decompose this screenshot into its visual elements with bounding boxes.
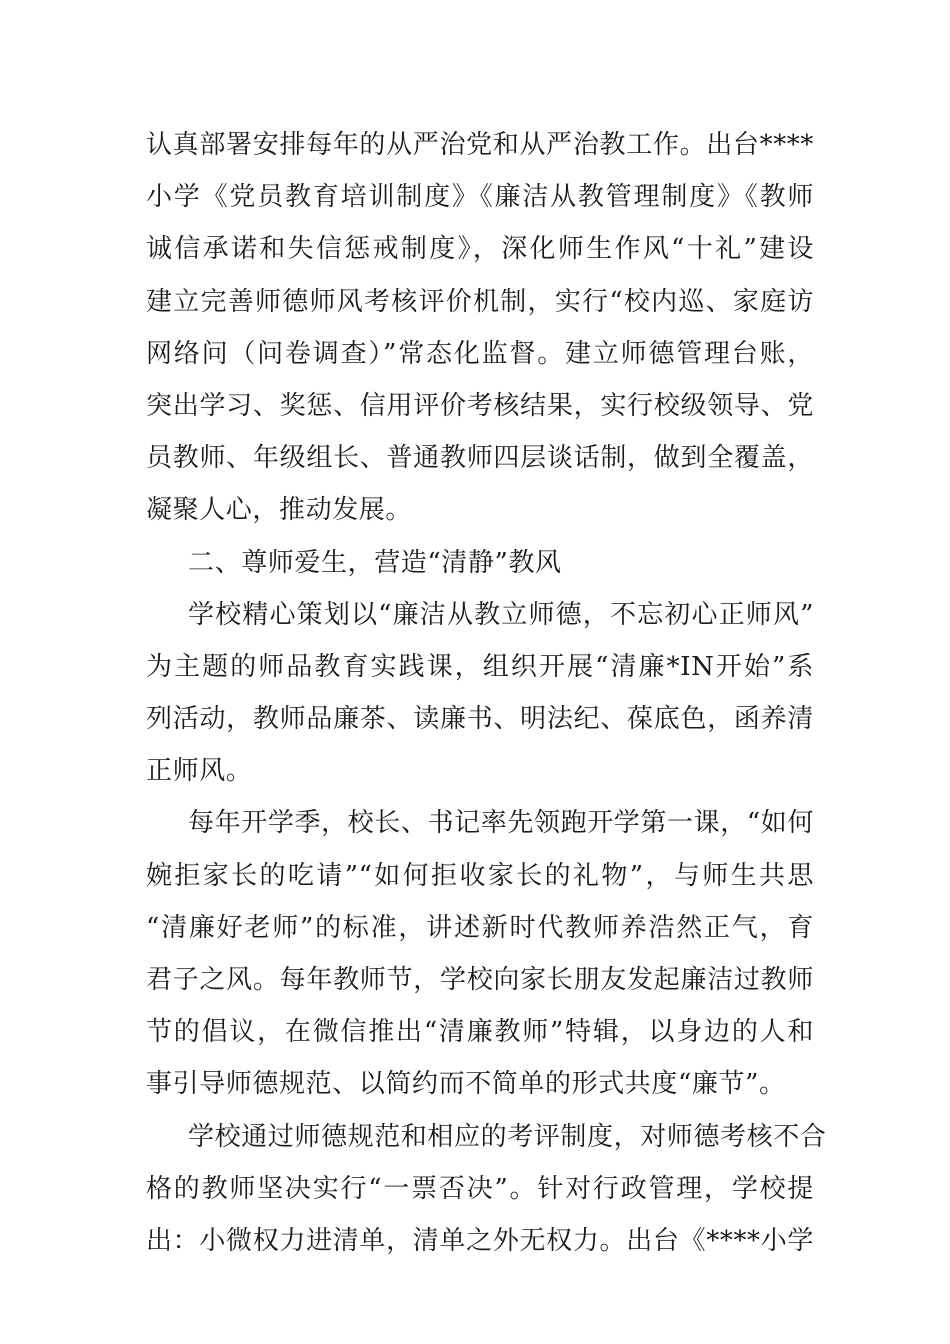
text-line: 网络问（问卷调查）”常态化监督。建立师德管理台账， xyxy=(146,338,814,369)
text-line: 事引导师德规范、以简约而不简单的形式共度“廉节”。 xyxy=(146,1069,786,1100)
text-line: 每年开学季，校长、书记率先领跑开学第一课，“如何 xyxy=(188,808,814,839)
text-line: 正师风。 xyxy=(146,756,253,787)
text-line: 出：小微权力进清单，清单之外无权力。出台《****小学 xyxy=(146,1225,814,1256)
text-line: 凝聚人心，推动发展。 xyxy=(146,495,413,526)
text-line: 列活动，教师品廉茶、读廉书、明法纪、葆底色，函养清 xyxy=(146,704,814,735)
text-line: 员教师、年级组长、普通教师四层谈话制，做到全覆盖， xyxy=(146,443,814,474)
text-line: 为主题的师品教育实践课，组织开展“清廉*IN开始”系 xyxy=(146,651,814,682)
document-body xyxy=(146,126,827,1274)
text-line: 建立完善师德师风考核评价机制，实行“校内巡、家庭访 xyxy=(146,286,814,317)
text-line: 节的倡议，在微信推出“清廉教师”特辑，以身边的人和 xyxy=(146,1017,814,1048)
text-line: 诚信承诺和失信惩戒制度》，深化师生作风“十礼”建设 xyxy=(146,234,814,265)
text-line: 突出学习、奖惩、信用评价考核结果，实行校级领导、党 xyxy=(146,390,814,421)
text-line: 格的教师坚决实行“一票否决”。针对行政管理，学校提 xyxy=(146,1173,814,1204)
text-line: “清廉好老师”的标准，讲述新时代教师养浩然正气，育 xyxy=(146,912,814,943)
text-line: 婉拒家长的吃请”“如何拒收家长的礼物”，与师生共思 xyxy=(146,860,814,891)
text-line: 认真部署安排每年的从严治党和从严治教工作。出台**** xyxy=(146,130,814,160)
text-line: 学校通过师德规范和相应的考评制度，对师德考核不合 xyxy=(188,1121,827,1152)
text-line: 君子之风。每年教师节，学校向家长朋友发起廉洁过教师 xyxy=(146,965,814,995)
section-heading: 二、尊师爱生，营造“清静”教风 xyxy=(188,547,562,578)
text-line: 学校精心策划以“廉洁从教立师德，不忘初心正师风” xyxy=(188,599,815,630)
text-line: 小学《党员教育培训制度》《廉洁从教管理制度》《教师 xyxy=(146,182,814,213)
